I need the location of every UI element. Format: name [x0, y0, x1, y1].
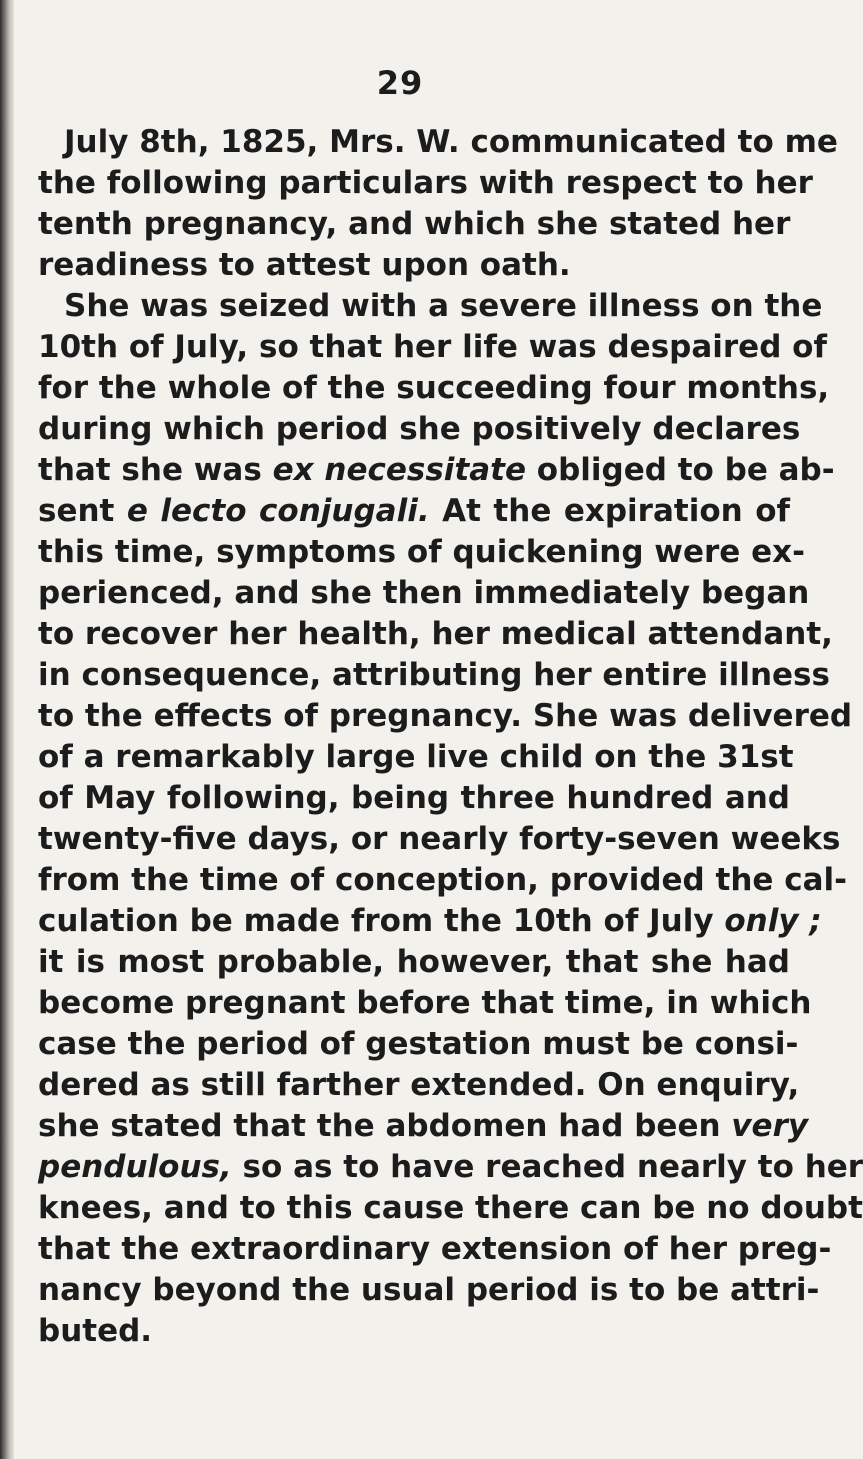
text-line: culation be made from the 10th of July only ; — [38, 903, 822, 939]
latin-phrase: ex necessitate — [272, 452, 526, 488]
text-line: to the effects of pregnancy. She was delivered — [38, 698, 853, 734]
text-line: nancy beyond the usual period is to be attri- — [38, 1272, 820, 1308]
text-line: the following particulars with respect to her — [38, 165, 813, 201]
text-line: July 8th, 1825, Mrs. W. communicated to me — [64, 124, 838, 160]
italic-word: pendulous, — [38, 1149, 232, 1185]
text-line: that the extraordinary extension of her preg- — [38, 1231, 832, 1267]
latin-phrase: e lecto conjugali. — [126, 493, 430, 529]
text-line: it is most probable, however, that she had — [38, 944, 790, 980]
text-line: dered as still farther extended. On enquiry, — [38, 1067, 800, 1103]
text-line: become pregnant before that time, in which — [38, 985, 812, 1021]
text-line: She was seized with a severe illness on the — [64, 288, 823, 324]
page-gutter-shadow — [0, 0, 14, 1459]
text-line: during which period she positively declares — [38, 411, 801, 447]
text-line: of a remarkably large live child on the 31st — [38, 739, 794, 775]
text-line: pendulous, so as to have reached nearly to her — [38, 1149, 863, 1185]
text-line: knees, and to this cause there can be no doubt — [38, 1190, 863, 1226]
text-line: in consequence, attributing her entire illness — [38, 657, 830, 693]
text-line: for the whole of the succeeding four months, — [38, 370, 830, 406]
text-line: sent e lecto conjugali. At the expiration of — [38, 493, 790, 529]
text-line: from the time of conception, provided the cal- — [38, 862, 848, 898]
text-line: twenty-five days, or nearly forty-seven weeks — [38, 821, 841, 857]
italic-word: very — [731, 1108, 809, 1144]
text-line: she stated that the abdomen had been very — [38, 1108, 809, 1144]
text-line: buted. — [38, 1313, 153, 1349]
text-line: readiness to attest upon oath. — [38, 247, 571, 283]
italic-word: only ; — [724, 903, 822, 939]
text-line: perienced, and she then immediately began — [38, 575, 810, 611]
text-line: that she was ex necessitate obliged to be ab- — [38, 452, 835, 488]
text-line: this time, symptoms of quickening were ex- — [38, 534, 805, 570]
page-number: 29 — [376, 64, 424, 102]
text-line: case the period of gestation must be consi- — [38, 1026, 799, 1062]
text-line: to recover her health, her medical attendant, — [38, 616, 833, 652]
text-line: 10th of July, so that her life was despaired of — [38, 329, 827, 365]
text-line: tenth pregnancy, and which she stated her — [38, 206, 791, 242]
body-text — [38, 122, 863, 1352]
text-line: of May following, being three hundred and — [38, 780, 790, 816]
